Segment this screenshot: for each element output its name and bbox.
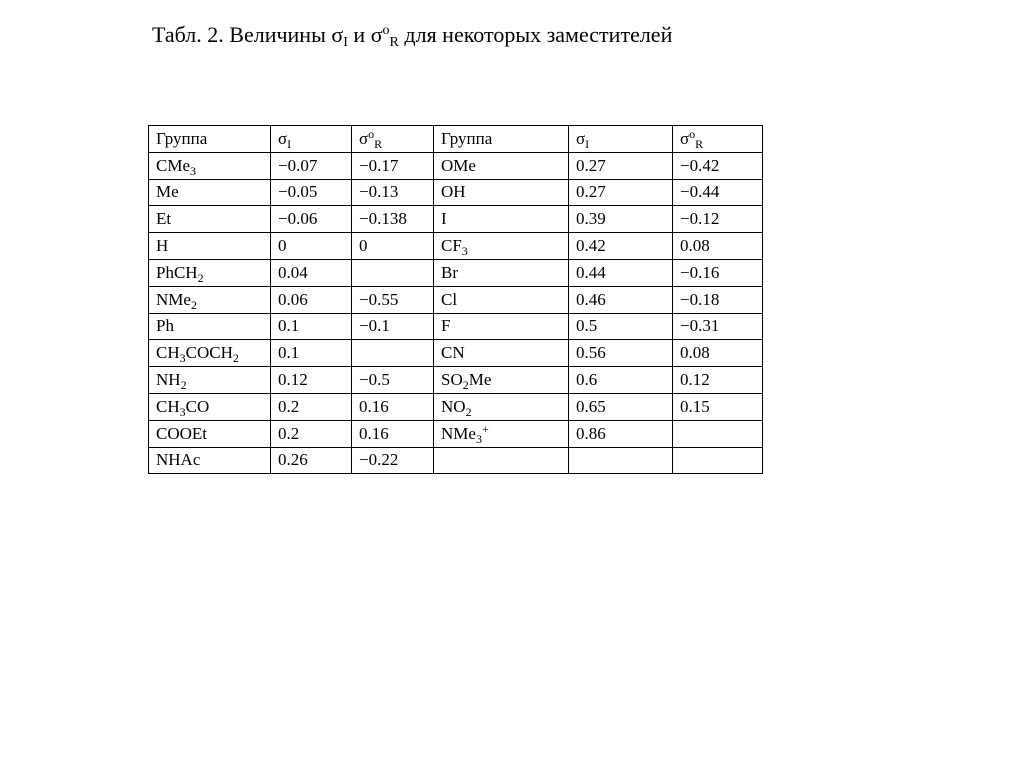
formula-text: SO	[441, 370, 463, 390]
formula-text: F	[441, 316, 451, 336]
header-sigma-i-right	[569, 126, 673, 153]
formula-text: NH	[156, 370, 181, 390]
formula-subscript: 2	[462, 378, 469, 393]
header-sigma-symbol: σ	[359, 128, 369, 148]
sigma-i-cell-left: 0.2	[271, 393, 352, 420]
table-row	[149, 259, 763, 286]
sigma-i-cell-right: 0.86	[569, 420, 673, 447]
sigma-r-cell-left	[352, 259, 434, 286]
table-row	[149, 420, 763, 447]
group-cell-right	[434, 447, 569, 474]
caption-sigma-r: σ	[370, 22, 383, 47]
group-cell-left	[149, 286, 271, 313]
header-sigma-symbol: σ	[278, 128, 288, 148]
group-cell-left	[149, 259, 271, 286]
sigma-i-cell-left: 0.1	[271, 340, 352, 367]
formula-text: COCH	[185, 343, 233, 363]
sigma-i-cell-right: 0.42	[569, 233, 673, 260]
header-sigma-i-left	[271, 126, 352, 153]
table-row	[149, 313, 763, 340]
formula-text: Br	[441, 262, 458, 282]
caption-conjunction: и	[347, 22, 371, 47]
header-row	[149, 126, 763, 153]
sigma-r-cell-left	[352, 340, 434, 367]
sigma-r-cell-right: −0.31	[673, 313, 763, 340]
table-row	[149, 340, 763, 367]
group-cell-right	[434, 179, 569, 206]
sigma-r-cell-right: −0.18	[673, 286, 763, 313]
formula-subscript: 3	[190, 163, 196, 178]
header-group-right: Группа	[434, 126, 569, 153]
formula-text: PhCH	[156, 262, 198, 282]
header-sub-i: I	[585, 136, 590, 151]
sigma-i-cell-right: 0.56	[569, 340, 673, 367]
group-cell-right	[434, 340, 569, 367]
sigma-i-cell-right: 0.27	[569, 152, 673, 179]
sigma-r-cell-right	[673, 447, 763, 474]
sigma-i-cell-right: 0.6	[569, 367, 673, 394]
table-row	[149, 179, 763, 206]
group-cell-right	[434, 206, 569, 233]
header-sigma-r-right	[673, 126, 763, 153]
formula-subscript: 3	[179, 404, 186, 419]
sigma-r-cell-left: −0.13	[352, 179, 434, 206]
sigma-i-cell-right: 0.65	[569, 393, 673, 420]
formula-text: CMe	[156, 155, 190, 175]
table-caption	[152, 20, 672, 50]
table-row	[149, 447, 763, 474]
formula-text: CH	[156, 396, 180, 416]
sigma-r-cell-right: −0.16	[673, 259, 763, 286]
group-cell-left	[149, 152, 271, 179]
sigma-i-cell-left: 0.12	[271, 367, 352, 394]
group-cell-left	[149, 179, 271, 206]
formula-subscript: 3	[179, 351, 186, 366]
formula-text: CN	[441, 343, 465, 363]
sigma-r-cell-right: 0.15	[673, 393, 763, 420]
sigma-i-cell-left: −0.05	[271, 179, 352, 206]
header-group-left: Группа	[149, 126, 271, 153]
caption-suffix: для некоторых заместителей	[398, 22, 673, 47]
group-cell-right	[434, 420, 569, 447]
formula-subscript: 2	[180, 378, 187, 393]
formula-text: CO	[185, 396, 210, 416]
sigma-r-cell-left: 0.16	[352, 420, 434, 447]
sigma-r-cell-left: −0.55	[352, 286, 434, 313]
header-sigma-symbol: σ	[576, 128, 586, 148]
table-row	[149, 367, 763, 394]
sigma-i-cell-left: 0.26	[271, 447, 352, 474]
group-cell-left	[149, 340, 271, 367]
formula-text: Me	[156, 182, 179, 202]
formula-supscript: +	[481, 421, 489, 436]
table-row	[149, 286, 763, 313]
formula-text: OH	[441, 182, 466, 202]
substituent-constants-table	[148, 125, 763, 474]
group-cell-left	[149, 233, 271, 260]
sigma-r-cell-right: 0.12	[673, 367, 763, 394]
formula-subscript: 2	[197, 270, 204, 285]
formula-text: Et	[156, 209, 172, 229]
sigma-r-cell-right: −0.44	[673, 179, 763, 206]
sigma-i-cell-left: −0.07	[271, 152, 352, 179]
group-cell-left	[149, 420, 271, 447]
caption-sub-r: R	[389, 35, 399, 50]
group-cell-left	[149, 393, 271, 420]
formula-subscript: 3	[475, 431, 482, 446]
group-cell-right	[434, 286, 569, 313]
formula-text: I	[441, 209, 447, 229]
formula-subscript: 2	[190, 297, 197, 312]
formula-text: H	[156, 236, 169, 256]
group-cell-right	[434, 367, 569, 394]
group-cell-left	[149, 447, 271, 474]
formula-text: NMe	[156, 289, 191, 309]
table-row	[149, 233, 763, 260]
header-sub-i: I	[287, 136, 292, 151]
formula-text: Cl	[441, 289, 458, 309]
header-sub-r: R	[695, 136, 704, 151]
group-cell-right	[434, 313, 569, 340]
group-cell-left	[149, 313, 271, 340]
sigma-i-cell-right: 0.5	[569, 313, 673, 340]
sigma-i-cell-right	[569, 447, 673, 474]
sigma-i-cell-right: 0.44	[569, 259, 673, 286]
sigma-r-cell-left: −0.1	[352, 313, 434, 340]
formula-text: CF	[441, 236, 462, 256]
sigma-i-cell-left: 0.1	[271, 313, 352, 340]
header-sup-o: o	[689, 126, 696, 141]
group-cell-right	[434, 233, 569, 260]
sigma-r-cell-right: 0.08	[673, 340, 763, 367]
sigma-r-cell-left: 0.16	[352, 393, 434, 420]
formula-subscript: 2	[465, 404, 472, 419]
formula-text: NHAc	[156, 450, 201, 470]
sigma-r-cell-right	[673, 420, 763, 447]
header-sup-o: o	[368, 126, 375, 141]
sigma-i-cell-right: 0.46	[569, 286, 673, 313]
sigma-r-cell-left: −0.17	[352, 152, 434, 179]
sigma-r-cell-right: −0.12	[673, 206, 763, 233]
group-cell-right	[434, 393, 569, 420]
formula-text: Me	[468, 370, 492, 390]
group-cell-left	[149, 367, 271, 394]
group-cell-right	[434, 259, 569, 286]
sigma-r-cell-left: −0.138	[352, 206, 434, 233]
caption-prefix: Табл. 2. Величины	[152, 22, 332, 47]
sigma-i-cell-left: 0.2	[271, 420, 352, 447]
table-row	[149, 152, 763, 179]
formula-subscript: 2	[232, 351, 239, 366]
formula-text: CH	[156, 343, 180, 363]
formula-subscript: 3	[461, 244, 468, 259]
formula-text: NMe	[441, 423, 476, 443]
sigma-r-cell-left: −0.5	[352, 367, 434, 394]
header-sigma-symbol: σ	[680, 128, 690, 148]
caption-sigma-i: σ	[331, 22, 344, 47]
group-cell-right	[434, 152, 569, 179]
sigma-r-cell-left: −0.22	[352, 447, 434, 474]
formula-text: NO	[441, 396, 466, 416]
sigma-r-cell-left: 0	[352, 233, 434, 260]
sigma-i-cell-left: 0.04	[271, 259, 352, 286]
sigma-i-cell-left: 0	[271, 233, 352, 260]
formula-text: Ph	[156, 316, 174, 336]
sigma-i-cell-left: −0.06	[271, 206, 352, 233]
sigma-i-cell-right: 0.39	[569, 206, 673, 233]
header-sigma-r-left	[352, 126, 434, 153]
sigma-r-cell-right: 0.08	[673, 233, 763, 260]
table-body	[149, 152, 763, 474]
formula-text: COOEt	[156, 423, 207, 443]
caption-sup-o: o	[382, 23, 390, 38]
table-row	[149, 393, 763, 420]
header-sub-r: R	[374, 136, 383, 151]
caption-sub-i: I	[343, 35, 348, 50]
sigma-i-cell-left: 0.06	[271, 286, 352, 313]
sigma-r-cell-right: −0.42	[673, 152, 763, 179]
table-row	[149, 206, 763, 233]
formula-text: OMe	[441, 155, 476, 175]
group-cell-left	[149, 206, 271, 233]
sigma-i-cell-right: 0.27	[569, 179, 673, 206]
